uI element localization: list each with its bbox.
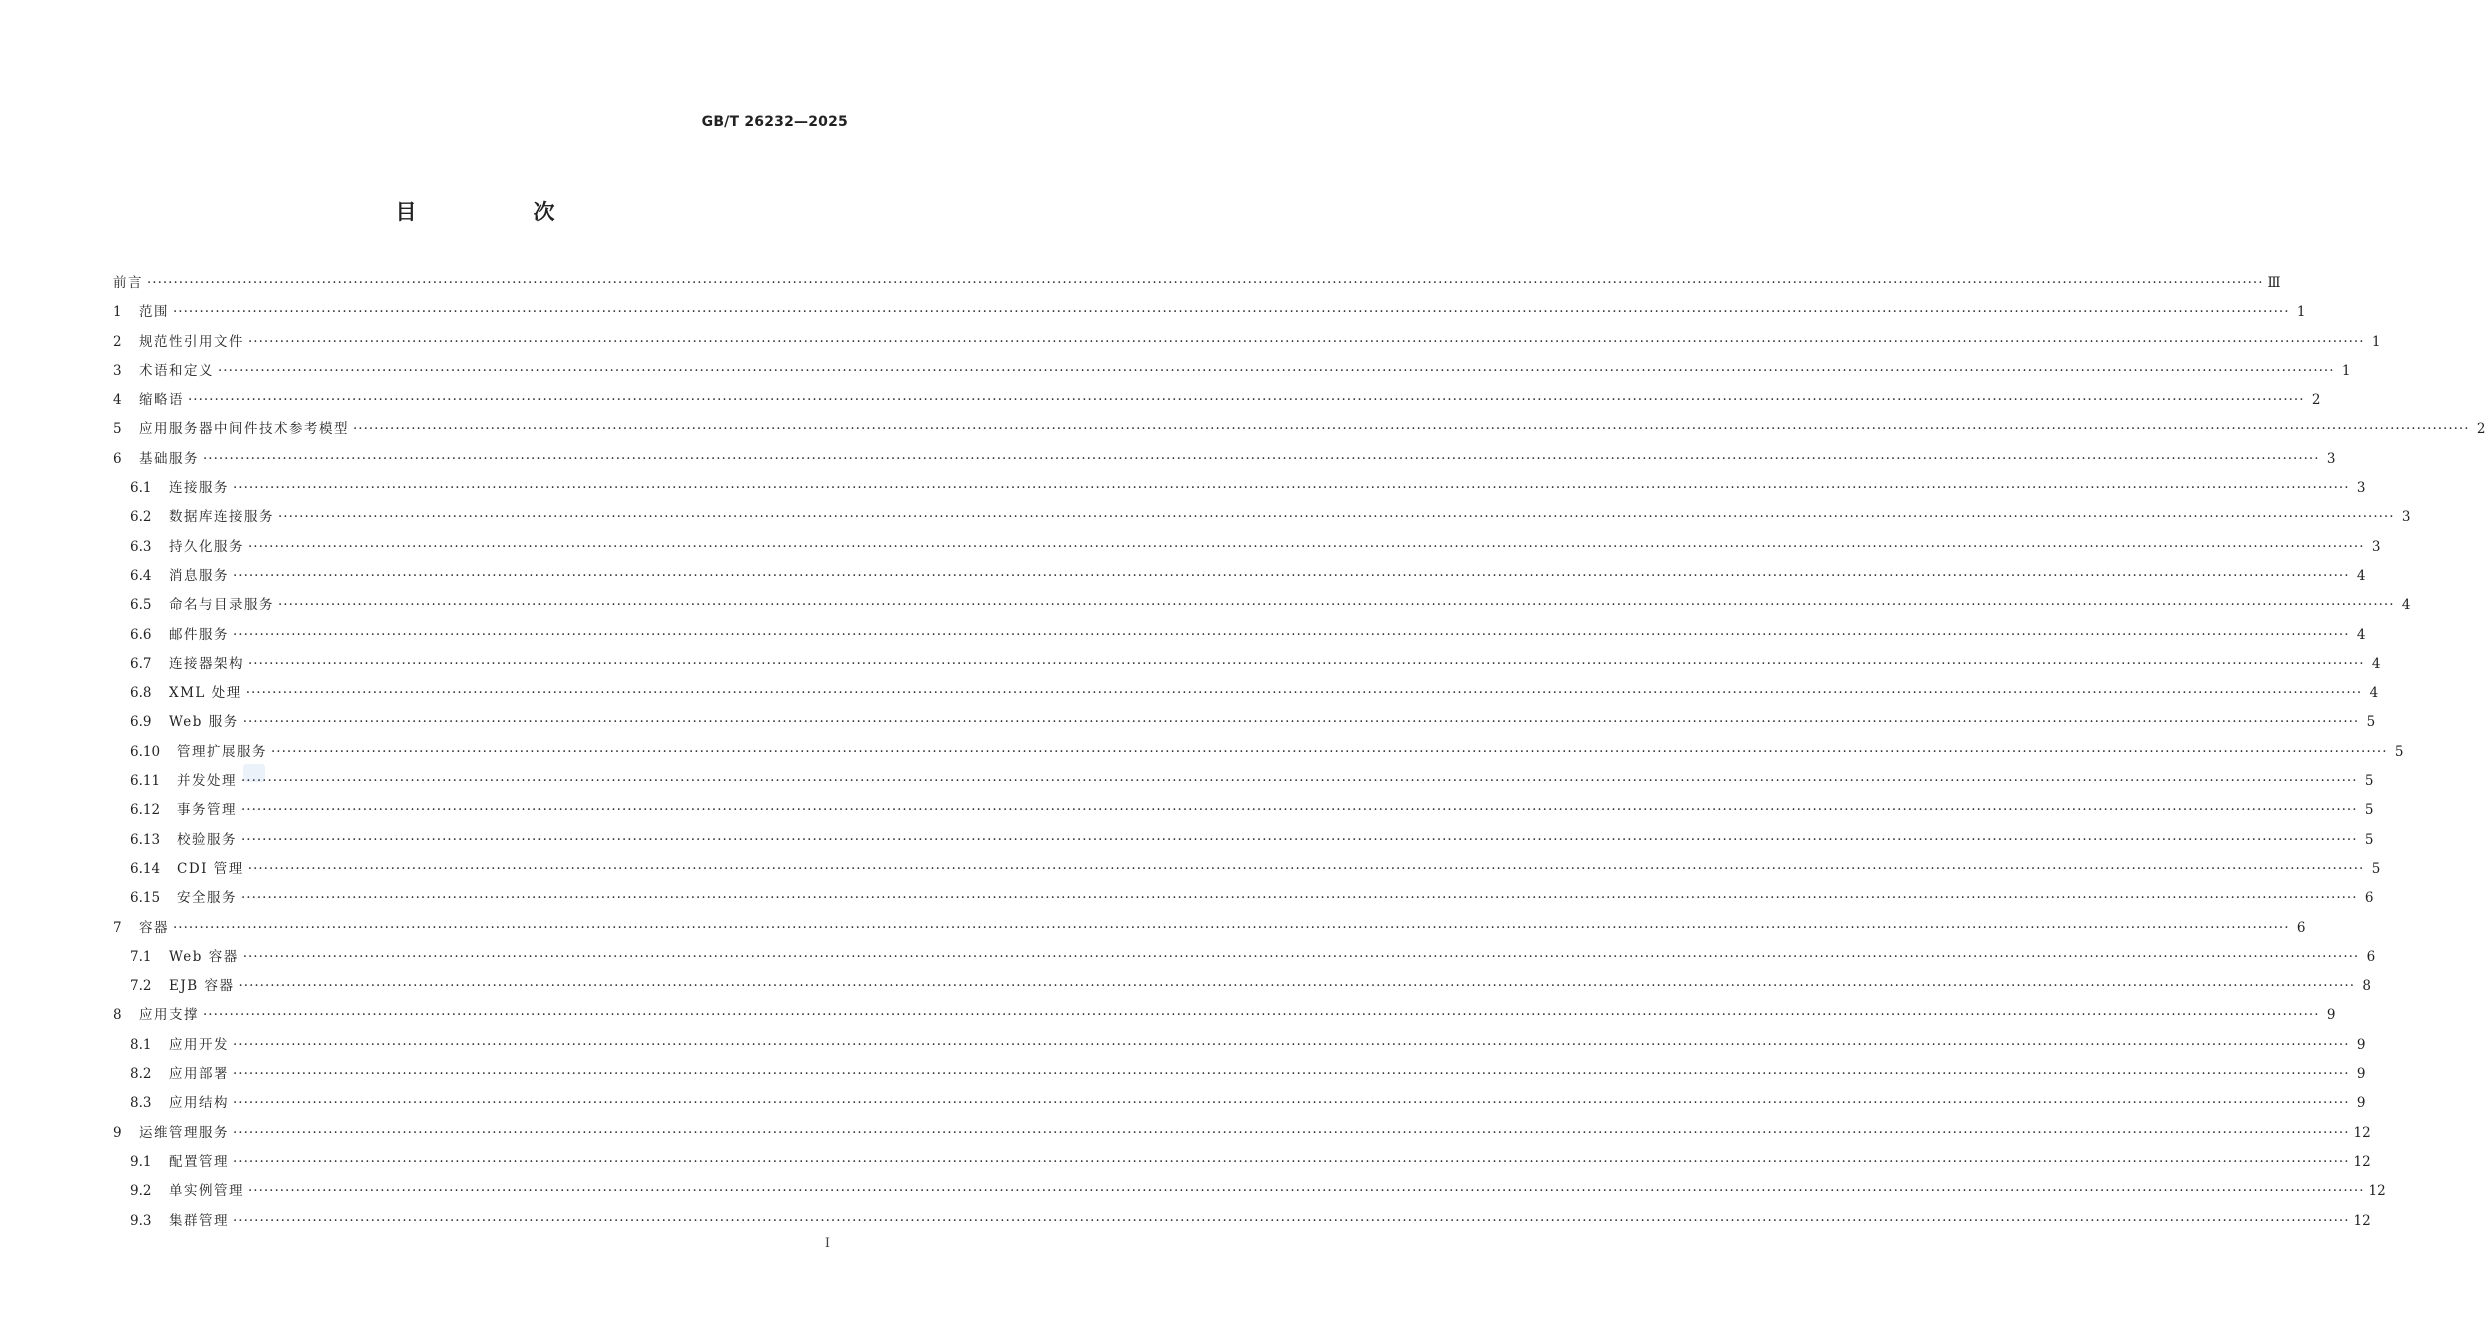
toc-leader-dots: ················································································································································································································································································································································································································	[233, 1124, 2350, 1141]
toc-leader-dots: ················································································································································································································································································································································································································	[242, 714, 2360, 731]
toc-entry[interactable]	[113, 533, 2381, 562]
table-of-contents	[113, 269, 2486, 1236]
toc-entry[interactable]	[113, 474, 2366, 503]
toc-entry[interactable]	[113, 1001, 2336, 1030]
toc-entry-number: 9.1	[130, 1153, 152, 1170]
toc-entry-number: 6.10	[130, 743, 161, 760]
toc-entry-label: 单实例管理	[169, 1183, 244, 1200]
toc-leader-dots: ················································································································································································································································································································································································································	[233, 1066, 2350, 1083]
toc-entry[interactable]	[113, 884, 2374, 913]
toc-entry[interactable]	[113, 415, 2486, 444]
toc-entry-label: 事务管理	[177, 802, 237, 819]
toc-entry[interactable]	[113, 943, 2376, 972]
toc-entry-page: 9	[2356, 1066, 2366, 1083]
toc-entry[interactable]	[113, 855, 2381, 884]
toc-entry-label: 邮件服务	[169, 626, 229, 643]
toc-entry-page: 3	[2356, 480, 2366, 497]
toc-entry-number: 6.15	[130, 890, 161, 907]
toc-entry-label: 缩略语	[139, 392, 184, 409]
toc-entry-label: 管理扩展服务	[177, 743, 267, 760]
toc-entry[interactable]	[113, 298, 2306, 327]
toc-leader-dots: ················································································································································································································································································································································································································	[233, 1036, 2350, 1053]
toc-entry-label: 基础服务	[139, 450, 199, 467]
toc-leader-dots: ················································································································································································································································································································································································································	[203, 450, 2320, 467]
toc-entry-number: 9	[113, 1124, 122, 1141]
toc-entry[interactable]	[113, 269, 2281, 298]
toc-entry-number: 8.1	[130, 1036, 152, 1053]
toc-entry-number: 6.1	[130, 480, 152, 497]
toc-entry-number: 3	[113, 362, 122, 379]
toc-leader-dots: ················································································································································································································································································································································································································	[248, 655, 2365, 672]
toc-entry[interactable]	[113, 914, 2306, 943]
toc-entry-page: 12	[2353, 1212, 2371, 1229]
toc-entry-number: 6	[113, 450, 122, 467]
toc-entry-page: 12	[2353, 1124, 2371, 1141]
toc-entry[interactable]	[113, 708, 2376, 737]
toc-entry[interactable]	[113, 445, 2336, 474]
toc-entry-label: 集群管理	[169, 1212, 229, 1229]
toc-entry-label: 持久化服务	[169, 538, 244, 555]
toc-entry-page: 9	[2326, 1007, 2336, 1024]
toc-entry-page: 6	[2296, 919, 2306, 936]
toc-entry[interactable]	[113, 1207, 2371, 1236]
toc-entry-page: 5	[2364, 802, 2374, 819]
toc-leader-dots: ················································································································································································································································································································································································································	[271, 743, 2388, 760]
toc-leader-dots: ················································································································································································································································································································································································································	[278, 509, 2395, 526]
toc-entry-label: CDI 管理	[177, 860, 244, 877]
toc-entry[interactable]	[113, 386, 2321, 415]
toc-entry-label: 消息服务	[169, 567, 229, 584]
toc-leader-dots: ················································································································································································································································································································································································································	[173, 919, 2290, 936]
toc-entry-number: 7	[113, 919, 122, 936]
toc-entry-number: 6.12	[130, 802, 161, 819]
toc-entry-label: 规范性引用文件	[139, 333, 244, 350]
toc-entry[interactable]	[113, 328, 2381, 357]
toc-entry-page: Ⅲ	[2267, 275, 2281, 291]
toc-entry-label: 应用结构	[169, 1095, 229, 1112]
toc-entry-number: 9.2	[130, 1183, 152, 1200]
toc-entry[interactable]	[113, 1119, 2371, 1148]
toc-leader-dots: ················································································································································································································································································································································································································	[188, 392, 2305, 409]
toc-leader-dots: ················································································································································································································································································································································································································	[241, 890, 2358, 907]
toc-leader-dots: ················································································································································································································································································································································································································	[218, 362, 2335, 379]
toc-entry[interactable]	[113, 1060, 2366, 1089]
toc-entry-page: 2	[2476, 421, 2486, 438]
toc-leader-dots: ················································································································································································································································································································································································································	[248, 1183, 2365, 1200]
toc-leader-dots: ················································································································································································································································································································································································································	[147, 275, 2264, 291]
toc-entry-label: 应用支撑	[139, 1007, 199, 1024]
toc-leader-dots: ················································································································································································································································································································································································································	[238, 978, 2355, 995]
toc-leader-dots: ················································································································································································································································································································································································································	[173, 304, 2290, 321]
toc-entry-number: 7.2	[130, 978, 152, 995]
toc-entry-label: EJB 容器	[169, 978, 235, 995]
toc-entry-number: 2	[113, 333, 122, 350]
toc-entry-number: 5	[113, 421, 122, 438]
toc-entry-label: 命名与目录服务	[169, 597, 274, 614]
toc-leader-dots: ················································································································································································································································································································································································································	[233, 1153, 2350, 1170]
toc-leader-dots: ················································································································································································································································································································································································································	[248, 333, 2365, 350]
toc-entry-label: 应用开发	[169, 1036, 229, 1053]
toc-entry[interactable]	[113, 1148, 2371, 1177]
toc-leader-dots: ················································································································································································································································································································································································································	[233, 480, 2350, 497]
toc-entry-number: 8	[113, 1007, 122, 1024]
toc-entry-label: 安全服务	[177, 890, 237, 907]
toc-entry-page: 5	[2371, 860, 2381, 877]
toc-entry-page: 5	[2366, 714, 2376, 731]
toc-entry-page: 4	[2356, 567, 2366, 584]
toc-entry-number: 4	[113, 392, 122, 409]
toc-leader-dots: ················································································································································································································································································································································································································	[245, 685, 2363, 702]
toc-entry-label: XML 处理	[169, 685, 242, 702]
toc-entry[interactable]	[113, 591, 2411, 620]
toc-entry[interactable]	[113, 767, 2374, 796]
toc-leader-dots: ················································································································································································································································································································································································································	[233, 1212, 2350, 1229]
toc-entry-page: 6	[2364, 890, 2374, 907]
toc-entry[interactable]	[113, 503, 2411, 532]
toc-entry-page: 1	[2296, 304, 2306, 321]
toc-leader-dots: ················································································································································································································································································································································································································	[278, 597, 2395, 614]
toc-entry[interactable]	[113, 621, 2366, 650]
toc-leader-dots: ················································································································································································································································································································································································································	[233, 567, 2350, 584]
toc-leader-dots: ················································································································································································································································································································································································································	[242, 948, 2360, 965]
toc-entry-page: 5	[2394, 743, 2404, 760]
toc-entry-label: 连接器架构	[169, 655, 244, 672]
toc-leader-dots: ················································································································································································································································································································································································································	[247, 860, 2365, 877]
toc-entry[interactable]	[113, 562, 2366, 591]
toc-leader-dots: ················································································································································································································································································································································································································	[233, 1095, 2350, 1112]
toc-leader-dots: ················································································································································································································································································································································································································	[353, 421, 2470, 438]
toc-entry-number: 6.5	[130, 597, 152, 614]
toc-entry-number: 6.9	[130, 714, 152, 731]
toc-entry-page: 9	[2356, 1036, 2366, 1053]
toc-entry-page: 3	[2326, 450, 2336, 467]
toc-entry-label: 应用服务器中间件技术参考模型	[139, 421, 349, 438]
toc-entry[interactable]	[113, 972, 2371, 1001]
toc-entry[interactable]	[113, 1177, 2386, 1206]
toc-entry-number: 6.7	[130, 655, 152, 672]
toc-leader-dots: ················································································································································································································································································································································································································	[233, 626, 2350, 643]
toc-entry-number: 6.14	[130, 860, 161, 877]
toc-entry-label: 前言	[113, 275, 143, 291]
toc-entry-page: 12	[2368, 1183, 2386, 1200]
page-title: 目 次	[395, 200, 603, 224]
toc-entry[interactable]	[113, 650, 2381, 679]
toc-entry-number: 1	[113, 304, 122, 321]
toc-entry-label: 并发处理	[177, 773, 237, 790]
toc-entry-page: 4	[2356, 626, 2366, 643]
toc-entry-number: 7.1	[130, 948, 152, 965]
toc-entry-page: 1	[2341, 362, 2351, 379]
toc-entry-label: 应用部署	[169, 1066, 229, 1083]
toc-entry-label: 容器	[139, 919, 169, 936]
toc-entry-number: 6.2	[130, 509, 152, 526]
toc-entry-page: 5	[2364, 773, 2374, 790]
toc-entry-label: 校验服务	[177, 831, 237, 848]
toc-entry[interactable]	[113, 826, 2374, 855]
toc-entry-number: 6.8	[130, 685, 152, 702]
toc-entry[interactable]	[113, 1031, 2366, 1060]
toc-entry-number: 6.13	[130, 831, 161, 848]
toc-entry[interactable]	[113, 738, 2404, 767]
toc-entry[interactable]	[113, 1089, 2366, 1118]
toc-entry-label: Web 服务	[169, 714, 239, 731]
page-number: Ⅰ	[824, 1236, 830, 1251]
toc-entry[interactable]	[113, 679, 2379, 708]
toc-entry-page: 2	[2311, 392, 2321, 409]
toc-leader-dots: ················································································································································································································································································································································································································	[203, 1007, 2320, 1024]
toc-entry-page: 8	[2362, 978, 2371, 995]
toc-entry-label: 配置管理	[169, 1153, 229, 1170]
toc-entry-label: 运维管理服务	[139, 1124, 229, 1141]
toc-leader-dots: ················································································································································································································································································································································································································	[241, 831, 2358, 848]
toc-entry-number: 6.4	[130, 567, 152, 584]
toc-entry-page: 9	[2356, 1095, 2366, 1112]
toc-entry-page: 1	[2371, 333, 2381, 350]
toc-entry-number: 6.6	[130, 626, 152, 643]
toc-entry-label: 术语和定义	[139, 362, 214, 379]
toc-entry-label: 数据库连接服务	[169, 509, 274, 526]
toc-entry-number: 8.3	[130, 1095, 152, 1112]
toc-entry[interactable]	[113, 357, 2351, 386]
toc-entry-label: Web 容器	[169, 948, 239, 965]
toc-entry-number: 9.3	[130, 1212, 152, 1229]
toc-entry-page: 3	[2401, 509, 2411, 526]
toc-entry-label: 范围	[139, 304, 169, 321]
toc-entry-page: 5	[2364, 831, 2374, 848]
standard-code: GB/T 26232—2025	[701, 114, 848, 130]
toc-leader-dots: ················································································································································································································································································································································································································	[241, 773, 2358, 790]
toc-entry-number: 6.11	[130, 773, 161, 790]
toc-entry[interactable]	[113, 796, 2374, 825]
toc-entry-number: 8.2	[130, 1066, 152, 1083]
toc-entry-number: 6.3	[130, 538, 152, 555]
toc-leader-dots: ················································································································································································································································································································································································································	[248, 538, 2365, 555]
toc-leader-dots: ················································································································································································································································································································································································································	[241, 802, 2358, 819]
toc-entry-page: 4	[2371, 655, 2381, 672]
toc-entry-page: 4	[2401, 597, 2411, 614]
toc-entry-page: 6	[2366, 948, 2376, 965]
toc-entry-page: 12	[2353, 1153, 2371, 1170]
toc-entry-page: 4	[2369, 685, 2379, 702]
toc-entry-label: 连接服务	[169, 480, 229, 497]
toc-entry-page: 3	[2371, 538, 2381, 555]
